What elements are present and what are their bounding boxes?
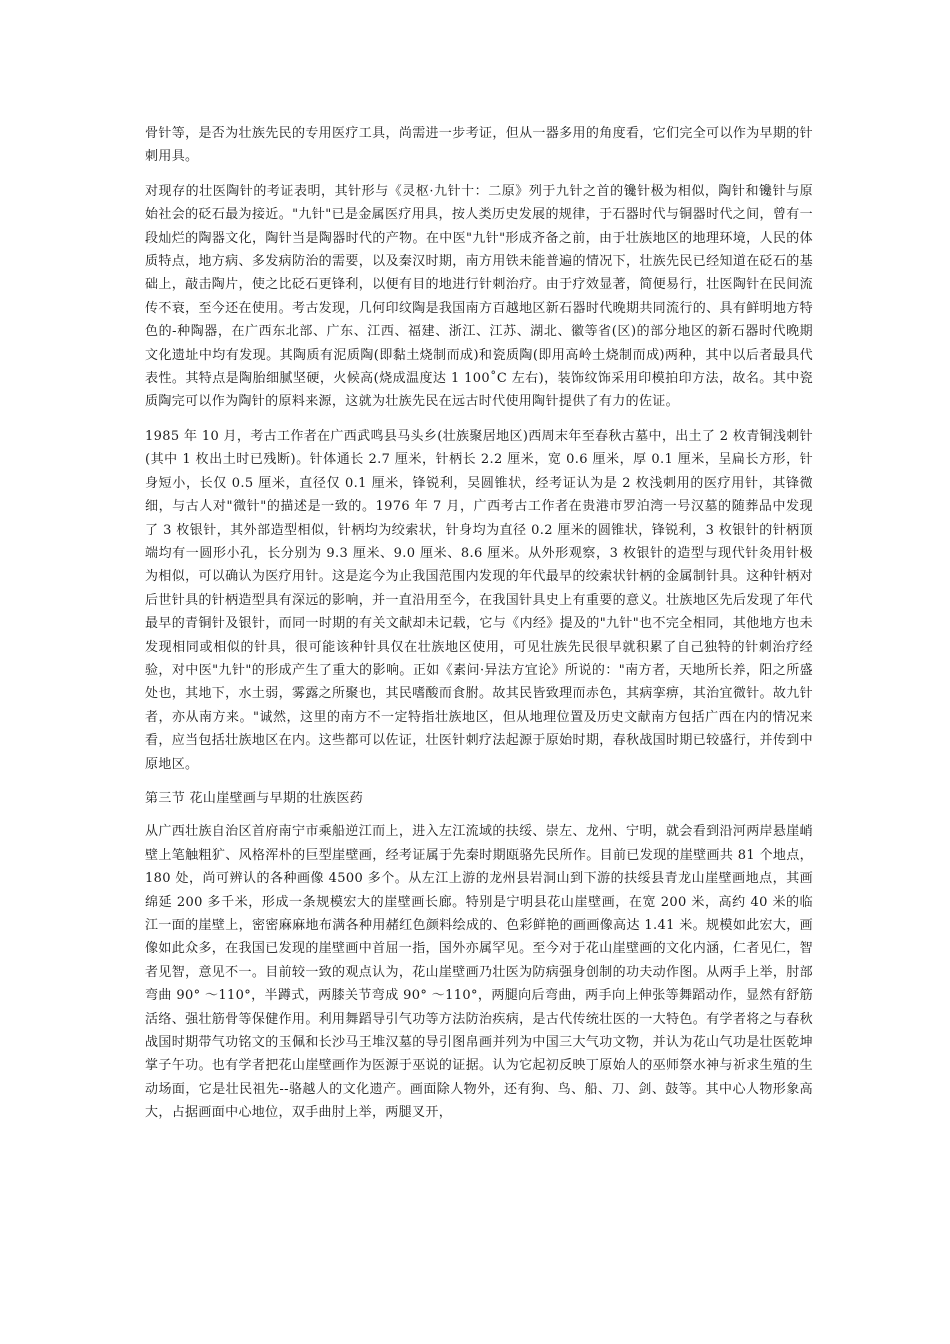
paragraph-huashan-murals: 从广西壮族自治区首府南宁市乘船逆江而上，进入左江流域的扶绥、崇左、龙州、宁明，就会看到沿河两岸悬崖峭壁上笔触粗犷、风格浑朴的巨型崖壁画，经考证属于先秦时期瓯骆先民所作。目前已发现的崖壁画共 81 个地点，180 处，尚可辨认的各种画像 4500 多个。从左江上游的龙州县岩洞山到下游的扶绥县青龙山崖壁画地点，其画绵延 200 多千米，形成一条规模宏大的崖壁画长廊。特别是宁明县花山崖壁画，在宽 200 米，高约 40 米的临江一面的崖壁上，密密麻麻地布满各种用赭红色颜料绘成的、色彩鲜艳的画画像高达 1.41 米。规模如此宏大，画像如此众多，在我国已发现的崖壁画中首屈一指，国外亦属罕见。至今对于花山崖壁画的文化内涵，仁者见仁，智者见智，意见不一。目前较一致的观点认为，花山崖壁画乃壮医为防病强身创制的功夫动作图。从两手上举，肘部弯曲 90° ～110°，半蹲式，两膝关节弯成 90° ～110°，两腿向后弯曲，两手向上伸张等舞蹈动作，显然有舒筋活络、强壮筋骨等保健作用。利用舞蹈导引气功等方法防治疾病，是古代传统壮医的一大特色。有学者将之与春秋战国时期带气功铭文的玉佩和长沙马王堆汉墓的导引图帛画并列为中国三大气功文物，并认为花山气功是壮医乾坤掌子午功。也有学者把花山崖壁画作为医源于巫说的证据。认为它起初反映丁原始人的巫师祭水神与祈求生殖的生动场面，它是壮民祖先--骆越人的文化遗产。画面除人物外，还有狗、鸟、船、刀、剑、鼓等。其中心人物形象高大，占据画面中心地位，双手曲肘上举，两腿叉开，	[145, 824, 813, 1121]
paragraph-pottery-needles: 对现存的壮医陶针的考证表明，其针形与《灵枢·九针十：二原》列于九针之首的镵针极为相似，陶针和镵针与原始社会的砭石最为接近。"九针"已是金属医疗用具，按人类历史发展的规律，于石器时代与铜器时代之间，曾有一段灿烂的陶器文化，陶针当是陶器时代的产物。在中医"九针"形成齐备之前，由于壮族地区的地理环境，人民的体质特点，地方病、多发病防治的需要，以及秦汉时期，南方用铁未能普遍的情况下，壮族先民已经知道在砭石的基础上，敲击陶片，使之比砭石更锋利，以便有目的地进行针刺治疗。由于疗效显著，简便易行，壮医陶针在民间流传不衰，至今还在使用。考古发现，几何印纹陶是我国南方百越地区新石器时代晚期共同流行的、具有鲜明地方特色的-种陶器，在广西东北部、广东、江西、福建、浙江、江苏、湖北、徽等省(区)的部分地区的新石器时代晚期文化遗址中均有发现。其陶质有泥质陶(即黏土烧制而成)和瓷质陶(即用高岭土烧制而成)两种，其中以后者最具代表性。其特点是陶胎细腻坚硬，火候高(烧成温度达 1 100˚C 左右)，装饰纹饰采用印模拍印方法，故名。其中瓷质陶完可以作为陶针的原料来源，这就为壮族先民在远古时代使用陶针提供了有力的佐证。	[145, 183, 813, 410]
paragraph-bone-needles: 骨针等，是否为壮族先民的专用医疗工具，尚需进一步考证，但从一器多用的角度看，它们完全可以作为早期的针刺用具。	[145, 126, 813, 165]
document-page	[145, 122, 813, 1136]
paragraph-bronze-silver-needles: 1985 年 10 月，考古工作者在广西武鸣县马头乡(壮族聚居地区)西周末年至春秋古墓中，出土了 2 枚青铜浅刺针(其中 1 枚出土时已残断)。针体通长 2.7 厘米，针柄长 2.2 厘米，宽 0.6 厘米，厚 0.1 厘米，呈扁长方形，针身短小，长仅 0.5 厘米，直径仅 0.1 厘米，锋锐利，吴圆锥状，经考证认为是 2 枚浅刺用的医疗用针，其锋微细，与古人对"微针"的描述是一致的。1976 年 7 月，广西考古工作者在贵港市罗泊湾一号汉墓的随葬品中发现了 3 枚银针，其外部造型相似，针柄均为绞索状，针身均为直径 0.2 厘米的圆锥状，锋锐利，3 枚银针的针柄顶端均有一圆形小孔，长分别为 9.3 厘米、9.0 厘米、8.6 厘米。从外形观察，3 枚银针的造型与现代针灸用针极为相似，可以确认为医疗用针。这是迄今为止我国范围内发现的年代最早的绞索状针柄的金属制针具。这种针柄对后世针具的针柄造型具有深远的影响，并一直沿用至今，在我国针具史上有重要的意义。壮族地区先后发现了年代最早的青铜针及银针，而同一时期的有关文献却未记载，它与《内经》提及的"九针"也不完全相同，其他地方也未发现相同或相似的针具，很可能该种针具仅在壮族地区使用，可见壮族先民很早就积累了自己独特的针刺治疗经验，对中医"九针"的形成产生了重大的影响。正如《素问·异法方宜论》所说的："南方者，天地所长养，阳之所盛处也，其地下，水土弱，雾露之所聚也，其民嗜酸而食胕。故其民皆致理而赤色，其病挛痹，其治宜微针。故九针者，亦从南方来。"诚然，这里的南方不一定特指壮族地区，但从地理位置及历史文献南方包括广西在内的情况来看，应当包括壮族地区在内。这些都可以佐证，壮医针刺疗法起源于原始时期，春秋战国时期已较盛行，并传到中原地区。	[145, 428, 813, 772]
section-heading: 第三节 花山崖壁画与早期的壮族医药	[145, 790, 364, 806]
